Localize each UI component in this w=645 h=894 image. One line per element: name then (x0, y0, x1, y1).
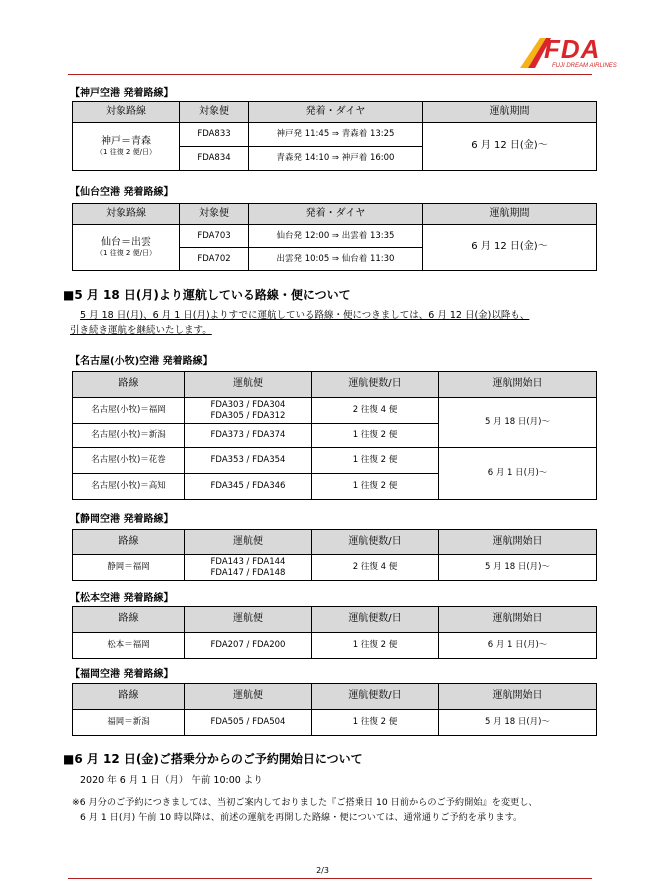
logo-subtitle: FUJI DREAM AIRLINES (552, 63, 617, 69)
booking-heading: ■6 月 12 日(金)ご搭乗分からのご予約開始日について (63, 752, 363, 766)
route-name: 神戸＝青森 (101, 135, 151, 147)
route-frequency: （1 往復 2 便/日） (96, 249, 156, 258)
flight-pair: FDA207 / FDA200 (185, 633, 312, 659)
flight-count: 1 往復 2 便 (312, 474, 439, 500)
flight-count: 2 往復 4 便 (312, 398, 439, 424)
matsumoto-table (72, 606, 597, 659)
operation-period: 6 月 12 日(金)～ (423, 123, 597, 171)
may18-paragraph-line2: 引き続き運航を継続いたします。 (70, 325, 212, 336)
booking-start-date: 2020 年 6 月 1 日（月） 午前 10:00 より (80, 775, 263, 786)
flight-pair: FDA345 / FDA346 (185, 474, 312, 500)
booking-note-line1: ※6 月分のご予約につきましては、当初ご案内しておりました『ご搭乗日 10 日前からのご予約開始』を変更し、 (72, 797, 538, 808)
header-start: 運航開始日 (439, 530, 597, 555)
shizuoka-table (72, 529, 597, 581)
sendai-table (72, 203, 597, 271)
logo-text: FDA (544, 34, 601, 64)
header-flights: 運航便 (185, 684, 312, 710)
header-schedule: 発着・ダイヤ (249, 102, 423, 123)
flight-number: FDA702 (180, 248, 249, 271)
nagoya-table (72, 371, 597, 500)
shizuoka-section-title: 【静岡空港 発着路線】 (70, 514, 174, 525)
flights-cell (185, 555, 312, 581)
route-name: 松本＝福岡 (73, 633, 185, 659)
flight-count: 1 往復 2 便 (312, 448, 439, 474)
route-name: 名古屋(小牧)＝花巻 (73, 448, 185, 474)
route-name: 名古屋(小牧)＝新潟 (73, 424, 185, 448)
start-date: 6 月 1 日(月)～ (439, 633, 597, 659)
header-route: 路線 (73, 607, 185, 633)
header-schedule: 発着・ダイヤ (249, 204, 423, 225)
header-count: 運航便数/日 (312, 684, 439, 710)
flight-count: 1 往復 2 便 (312, 424, 439, 448)
fda-logo (518, 34, 617, 74)
header-start: 運航開始日 (439, 684, 597, 710)
flight-pair: FDA143 / FDA144 (210, 556, 286, 567)
flight-pair: FDA305 / FDA312 (210, 410, 286, 421)
flight-number: FDA703 (180, 225, 249, 248)
header-flights: 運航便 (185, 530, 312, 555)
may18-heading: ■5 月 18 日(月)より運航している路線・便について (63, 288, 351, 302)
route-name: 福岡＝新潟 (73, 710, 185, 736)
header-period: 運航期間 (423, 204, 597, 225)
header-count: 運航便数/日 (312, 607, 439, 633)
start-date: 5 月 18 日(月)～ (439, 398, 597, 448)
flight-number: FDA833 (180, 123, 249, 147)
flight-number: FDA834 (180, 147, 249, 171)
matsumoto-section-title: 【松本空港 発着路線】 (70, 593, 174, 604)
header-rule (68, 74, 592, 75)
header-count: 運航便数/日 (312, 372, 439, 398)
header-flights: 運航便 (185, 372, 312, 398)
flight-pair: FDA373 / FDA374 (185, 424, 312, 448)
route-cell (73, 123, 180, 171)
flight-count: 1 往復 2 便 (312, 633, 439, 659)
may18-paragraph-line1: 5 月 18 日(月)、6 月 1 日(月)よりすでに運航している路線・便につきましては、6 月 12 日(金)以降も、 (80, 310, 530, 321)
schedule: 神戸発 11:45 ⇒ 青森着 13:25 (249, 123, 423, 147)
header-flight: 対象便 (180, 204, 249, 225)
route-name: 名古屋(小牧)＝高知 (73, 474, 185, 500)
route-name: 仙台＝出雲 (101, 236, 151, 248)
header-start: 運航開始日 (439, 607, 597, 633)
page-number: 2/3 (316, 866, 329, 875)
header-start: 運航開始日 (439, 372, 597, 398)
sendai-section-title: 【仙台空港 発着路線】 (70, 187, 174, 198)
header-route: 対象路線 (73, 102, 180, 123)
kobe-table (72, 101, 597, 171)
header-route: 路線 (73, 372, 185, 398)
fukuoka-section-title: 【福岡空港 発着路線】 (70, 669, 174, 680)
header-period: 運航期間 (423, 102, 597, 123)
header-route: 路線 (73, 530, 185, 555)
flight-count: 2 往復 4 便 (312, 555, 439, 581)
flight-count: 1 往復 2 便 (312, 710, 439, 736)
header-route: 路線 (73, 684, 185, 710)
start-date: 5 月 18 日(月)～ (439, 555, 597, 581)
nagoya-section-title: 【名古屋(小牧)空港 発着路線】 (70, 356, 213, 367)
header-route: 対象路線 (73, 204, 180, 225)
route-name: 静岡＝福岡 (73, 555, 185, 581)
header-flights: 運航便 (185, 607, 312, 633)
schedule: 仙台発 12:00 ⇒ 出雲着 13:35 (249, 225, 423, 248)
flight-pair: FDA303 / FDA304 (210, 399, 286, 410)
kobe-section-title: 【神戸空港 発着路線】 (70, 88, 174, 99)
flight-pair: FDA147 / FDA148 (210, 567, 286, 578)
flights-cell (185, 398, 312, 424)
flight-pair: FDA505 / FDA504 (185, 710, 312, 736)
start-date: 6 月 1 日(月)～ (439, 448, 597, 500)
fukuoka-table (72, 683, 597, 736)
operation-period: 6 月 12 日(金)～ (423, 225, 597, 271)
flight-pair: FDA353 / FDA354 (185, 448, 312, 474)
route-name: 名古屋(小牧)＝福岡 (73, 398, 185, 424)
footer-rule (68, 878, 592, 879)
start-date: 5 月 18 日(月)～ (439, 710, 597, 736)
route-frequency: （1 往復 2 便/日） (96, 148, 156, 157)
schedule: 青森発 14:10 ⇒ 神戸着 16:00 (249, 147, 423, 171)
header-flight: 対象便 (180, 102, 249, 123)
schedule: 出雲発 10:05 ⇒ 仙台着 11:30 (249, 248, 423, 271)
booking-note-line2: 6 月 1 日(月) 午前 10 時以降は、前述の運航を再開した路線・便については、通常通りご予約を承ります。 (80, 812, 523, 823)
header-count: 運航便数/日 (312, 530, 439, 555)
route-cell (73, 225, 180, 271)
